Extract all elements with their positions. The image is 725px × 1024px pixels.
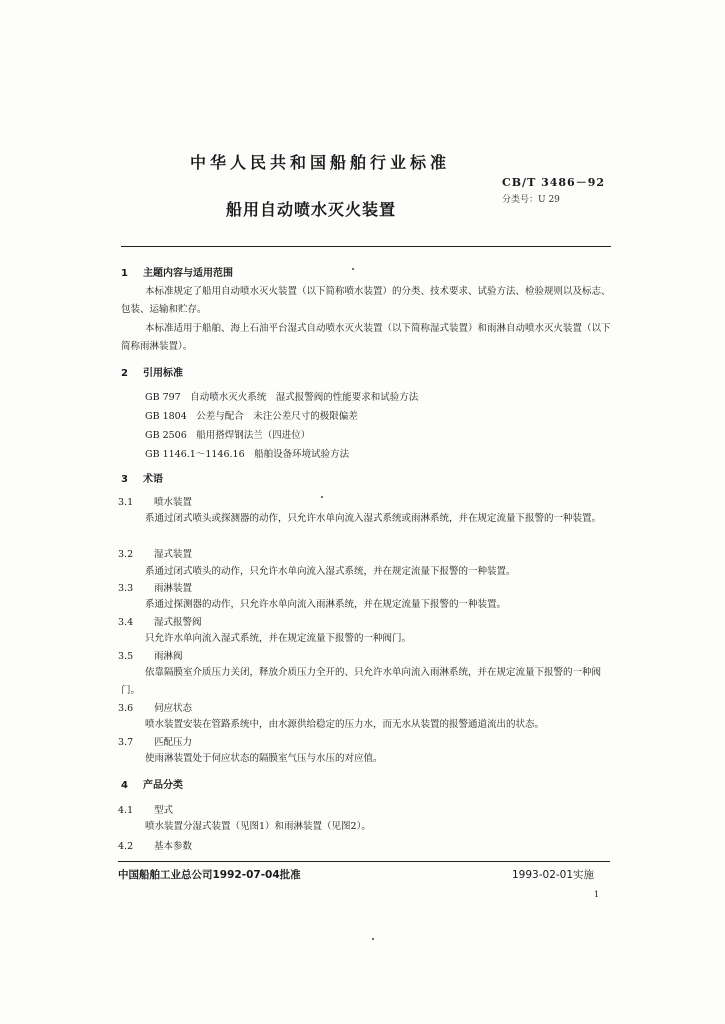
classification-number: 分类号：U 29 [502, 195, 560, 205]
scan-speck [321, 496, 323, 498]
term-3-3-heading [118, 580, 192, 594]
page-number: 1 [594, 890, 600, 899]
clause-title: 匹配压力 [154, 737, 193, 748]
clause-number: 3.5 [118, 651, 134, 662]
section-3-heading [121, 470, 163, 485]
clause-4-1-text: 喷水装置分湿式装置（见图1）和雨淋装置（见图2）。 [145, 821, 371, 832]
clause-title: 喷水装置 [154, 497, 193, 508]
clause-title: 伺应状态 [154, 703, 193, 714]
approval-line: 中国船舶工业总公司1992-07-04批准 [118, 869, 301, 881]
term-3-5-definition: 依靠隔膜室介质压力关闭，释放介质压力全开的、只允许水单向流入雨淋系统，并在规定流量下报警的一种阀门。 [121, 667, 602, 696]
section-4-heading [121, 776, 183, 791]
clause-title: 基本参数 [154, 841, 193, 852]
term-3-6-heading [118, 700, 192, 714]
section-title: 产品分类 [143, 780, 183, 791]
standard-code: CB/T 3486－92 [502, 176, 606, 189]
clause-number: 3.1 [118, 497, 134, 508]
scan-speck [372, 938, 374, 940]
clause-title: 湿式报警阀 [154, 617, 202, 628]
clause-4-2-heading [118, 838, 192, 852]
term-3-2-heading [118, 546, 192, 560]
section-number: 3 [121, 474, 128, 485]
clause-number: 3.7 [118, 737, 134, 748]
clause-number: 3.4 [118, 617, 134, 628]
term-3-4-heading [118, 614, 202, 628]
term-3-5-heading [118, 648, 183, 662]
scan-speck [352, 268, 354, 270]
section-2-heading [121, 364, 183, 379]
header-rule [121, 246, 611, 247]
footer-rule [118, 861, 610, 862]
reference-item: GB 2506 船用搭焊钢法兰（四进位） [145, 430, 311, 441]
section-number: 1 [121, 268, 128, 279]
reference-item: GB 1146.1～1146.16 船舶设备环境试验方法 [145, 449, 350, 460]
clause-title: 湿式装置 [154, 549, 193, 560]
section-title: 主题内容与适用范围 [143, 268, 233, 279]
clause-number: 4.2 [118, 841, 134, 852]
reference-item: GB 1804 公差与配合 未注公差尺寸的极限偏差 [145, 411, 358, 422]
reference-item: GB 797 自动喷水灭火系统 湿式报警阀的性能要求和试验方法 [145, 392, 419, 403]
standard-series-title: 中华人民共和国船舶行业标准 [190, 153, 451, 172]
section-1-paragraph-2: 本标准适用于船舶、海上石油平台湿式自动喷水灭火装置（以下简称湿式装置）和雨淋自动喷水灭火装置（以下简称雨淋装置）。 [121, 323, 611, 352]
clause-4-1-heading [118, 802, 173, 816]
section-number: 2 [121, 368, 128, 379]
clause-number: 3.6 [118, 703, 134, 714]
clause-title: 型式 [154, 805, 174, 816]
section-number: 4 [121, 780, 128, 791]
term-3-3-definition: 系通过探测器的动作，只允许水单向流入雨淋系统，并在规定流量下报警的一种装置。 [145, 599, 507, 610]
term-3-2-definition: 系通过闭式喷头的动作，只允许水单向流入湿式系统，并在规定流量下报警的一种装置。 [145, 566, 516, 577]
section-1-paragraph-1: 本标准规定了船用自动喷水灭火装置（以下简称喷水装置）的分类、技术要求、试验方法、检验规则以及标志、包装、运输和贮存。 [121, 286, 611, 315]
clause-title: 雨淋阀 [154, 651, 183, 662]
implementation-date: 1993-02-01实施 [512, 869, 595, 881]
term-3-4-definition: 只允许水单向流入湿式系统，并在规定流量下报警的一种阀门。 [145, 633, 412, 644]
term-3-1-heading [118, 494, 192, 508]
clause-number: 4.1 [118, 805, 134, 816]
clause-number: 3.2 [118, 549, 134, 560]
document-title: 船用自动喷水灭火装置 [226, 200, 397, 219]
term-3-7-heading [118, 734, 192, 748]
term-3-6-definition: 喷水装置安装在管路系统中，由水源供给稳定的压力水，而无水从装置的报警通道流出的状态。 [145, 719, 545, 730]
section-title: 术语 [143, 474, 163, 485]
section-title: 引用标准 [143, 368, 183, 379]
clause-title: 雨淋装置 [154, 583, 193, 594]
term-3-7-definition: 使雨淋装置处于伺应状态的隔膜室气压与水压的对应值。 [145, 753, 383, 764]
section-1-heading [121, 264, 233, 279]
clause-number: 3.3 [118, 583, 134, 594]
term-3-1-definition: 系通过闭式喷头或探测器的动作，只允许水单向流入湿式系统或雨淋系统，并在规定流量下报警的一种装置。 [145, 513, 602, 524]
